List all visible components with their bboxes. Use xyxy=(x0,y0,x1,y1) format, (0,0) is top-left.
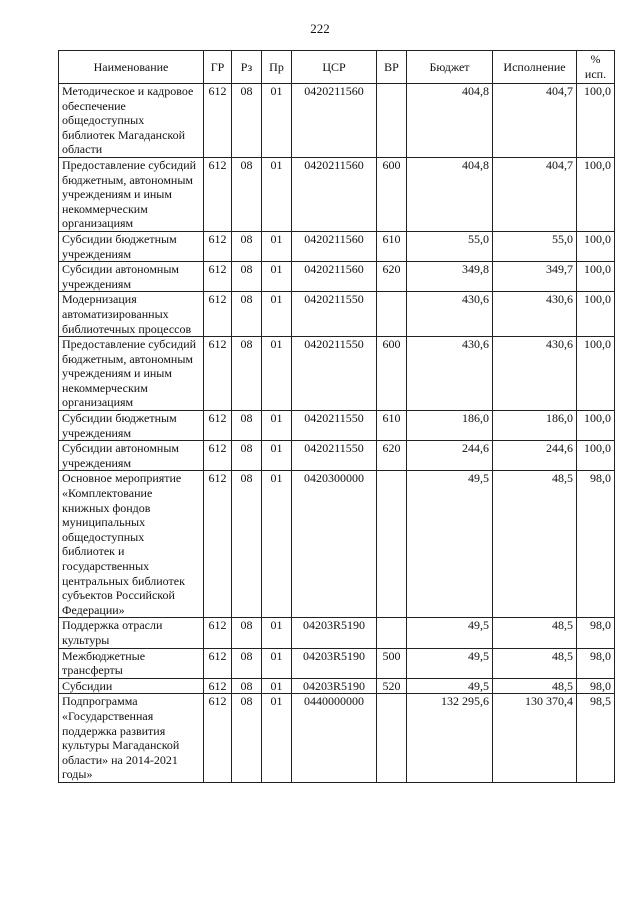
cell-budget: 404,8 xyxy=(407,157,493,231)
cell-name: Субсидии xyxy=(59,678,204,694)
header-gr: ГР xyxy=(204,51,232,84)
table-row xyxy=(59,231,615,261)
cell-csr: 0440000000 xyxy=(292,694,377,783)
cell-gr: 612 xyxy=(204,157,232,231)
cell-execution: 349,7 xyxy=(493,262,577,292)
cell-csr: 0420211560 xyxy=(292,231,377,261)
cell-pr: 01 xyxy=(262,411,292,441)
cell-budget: 349,8 xyxy=(407,262,493,292)
cell-name: Субсидии бюджетным учреждениям xyxy=(59,411,204,441)
table-row xyxy=(59,84,615,158)
cell-percent: 98,0 xyxy=(577,678,615,694)
table-row xyxy=(59,694,615,783)
cell-pr: 01 xyxy=(262,441,292,471)
cell-execution: 404,7 xyxy=(493,157,577,231)
cell-vr xyxy=(377,618,407,648)
cell-vr: 500 xyxy=(377,648,407,678)
cell-name: Методическое и кадровое обеспечение общедоступных библиотек Магаданской области xyxy=(59,84,204,158)
cell-rz: 08 xyxy=(232,471,262,618)
cell-vr: 610 xyxy=(377,231,407,261)
cell-execution: 186,0 xyxy=(493,411,577,441)
cell-percent: 98,5 xyxy=(577,694,615,783)
cell-percent: 100,0 xyxy=(577,337,615,411)
cell-csr: 0420211550 xyxy=(292,337,377,411)
table-row xyxy=(59,262,615,292)
header-pr: Пр xyxy=(262,51,292,84)
cell-rz: 08 xyxy=(232,84,262,158)
cell-percent: 100,0 xyxy=(577,157,615,231)
cell-pr: 01 xyxy=(262,157,292,231)
cell-budget: 430,6 xyxy=(407,292,493,337)
table-row xyxy=(59,337,615,411)
cell-pr: 01 xyxy=(262,84,292,158)
cell-vr: 520 xyxy=(377,678,407,694)
cell-rz: 08 xyxy=(232,292,262,337)
cell-csr: 04203R5190 xyxy=(292,618,377,648)
cell-gr: 612 xyxy=(204,411,232,441)
cell-budget: 49,5 xyxy=(407,471,493,618)
cell-csr: 0420211550 xyxy=(292,292,377,337)
cell-gr: 612 xyxy=(204,84,232,158)
cell-gr: 612 xyxy=(204,618,232,648)
cell-pr: 01 xyxy=(262,678,292,694)
cell-name: Поддержка отрасли культуры xyxy=(59,618,204,648)
cell-gr: 612 xyxy=(204,441,232,471)
header-csr: ЦСР xyxy=(292,51,377,84)
cell-budget: 49,5 xyxy=(407,648,493,678)
table-row xyxy=(59,157,615,231)
cell-execution: 244,6 xyxy=(493,441,577,471)
cell-gr: 612 xyxy=(204,231,232,261)
header-rz: Рз xyxy=(232,51,262,84)
cell-pr: 01 xyxy=(262,262,292,292)
cell-budget: 49,5 xyxy=(407,678,493,694)
cell-execution: 404,7 xyxy=(493,84,577,158)
cell-csr: 0420211560 xyxy=(292,262,377,292)
cell-csr: 0420211560 xyxy=(292,84,377,158)
cell-percent: 100,0 xyxy=(577,441,615,471)
cell-name: Субсидии автономным учреждениям xyxy=(59,262,204,292)
page-number: 222 xyxy=(310,21,330,36)
cell-gr: 612 xyxy=(204,262,232,292)
cell-rz: 08 xyxy=(232,678,262,694)
cell-pr: 01 xyxy=(262,648,292,678)
cell-execution: 130 370,4 xyxy=(493,694,577,783)
cell-name: Модернизация автоматизированных библиотечных процессов xyxy=(59,292,204,337)
cell-rz: 08 xyxy=(232,694,262,783)
cell-name: Межбюджетные трансферты xyxy=(59,648,204,678)
cell-execution: 48,5 xyxy=(493,471,577,618)
cell-budget: 132 295,6 xyxy=(407,694,493,783)
cell-rz: 08 xyxy=(232,618,262,648)
cell-percent: 98,0 xyxy=(577,618,615,648)
cell-pr: 01 xyxy=(262,292,292,337)
cell-rz: 08 xyxy=(232,411,262,441)
cell-budget: 244,6 xyxy=(407,441,493,471)
cell-execution: 48,5 xyxy=(493,678,577,694)
cell-gr: 612 xyxy=(204,648,232,678)
cell-gr: 612 xyxy=(204,337,232,411)
table-row xyxy=(59,618,615,648)
cell-csr: 0420300000 xyxy=(292,471,377,618)
cell-vr: 600 xyxy=(377,157,407,231)
cell-percent: 100,0 xyxy=(577,84,615,158)
cell-vr: 620 xyxy=(377,441,407,471)
cell-execution: 55,0 xyxy=(493,231,577,261)
cell-gr: 612 xyxy=(204,694,232,783)
table-row xyxy=(59,678,615,694)
cell-gr: 612 xyxy=(204,678,232,694)
cell-budget: 49,5 xyxy=(407,618,493,648)
cell-percent: 100,0 xyxy=(577,231,615,261)
cell-name: Субсидии бюджетным учреждениям xyxy=(59,231,204,261)
cell-pr: 01 xyxy=(262,231,292,261)
cell-gr: 612 xyxy=(204,471,232,618)
table-row xyxy=(59,471,615,618)
cell-rz: 08 xyxy=(232,262,262,292)
cell-execution: 48,5 xyxy=(493,618,577,648)
cell-vr: 600 xyxy=(377,337,407,411)
cell-name: Предоставление субсидий бюджетным, автономным учреждениям и иным некоммерческим организациям xyxy=(59,337,204,411)
header-percent-sign: % xyxy=(590,52,601,67)
header-budget: Бюджет xyxy=(407,51,493,84)
table-row xyxy=(59,292,615,337)
cell-name: Основное мероприятие «Комплектование книжных фондов муниципальных общедоступных библиотек и государственных центральных библиотек субъектов Российской Федерации» xyxy=(59,471,204,618)
cell-rz: 08 xyxy=(232,441,262,471)
cell-vr: 620 xyxy=(377,262,407,292)
cell-execution: 430,6 xyxy=(493,292,577,337)
cell-percent: 98,0 xyxy=(577,648,615,678)
cell-vr: 610 xyxy=(377,411,407,441)
cell-vr xyxy=(377,292,407,337)
cell-rz: 08 xyxy=(232,337,262,411)
table-row xyxy=(59,648,615,678)
cell-gr: 612 xyxy=(204,292,232,337)
cell-execution: 430,6 xyxy=(493,337,577,411)
cell-vr xyxy=(377,471,407,618)
header-name: Наименование xyxy=(59,51,204,84)
cell-rz: 08 xyxy=(232,231,262,261)
cell-name: Подпрограмма «Государственная поддержка развития культуры Магаданской области» на 2014-2021 годы» xyxy=(59,694,204,783)
table-row xyxy=(59,411,615,441)
cell-budget: 404,8 xyxy=(407,84,493,158)
cell-budget: 55,0 xyxy=(407,231,493,261)
cell-budget: 430,6 xyxy=(407,337,493,411)
cell-csr: 0420211550 xyxy=(292,441,377,471)
header-execution: Исполнение xyxy=(493,51,577,84)
cell-rz: 08 xyxy=(232,648,262,678)
header-vr: ВР xyxy=(377,51,407,84)
header-percent xyxy=(577,51,615,84)
cell-percent: 100,0 xyxy=(577,411,615,441)
cell-pr: 01 xyxy=(262,471,292,618)
cell-name: Предоставление субсидий бюджетным, автономным учреждениям и иным некоммерческим организациям xyxy=(59,157,204,231)
header-percent-label: исп. xyxy=(584,67,607,81)
cell-csr: 0420211550 xyxy=(292,411,377,441)
table-header-row xyxy=(59,51,615,84)
cell-budget: 186,0 xyxy=(407,411,493,441)
cell-rz: 08 xyxy=(232,157,262,231)
cell-pr: 01 xyxy=(262,337,292,411)
cell-csr: 04203R5190 xyxy=(292,678,377,694)
cell-percent: 100,0 xyxy=(577,292,615,337)
cell-csr: 04203R5190 xyxy=(292,648,377,678)
budget-table xyxy=(58,50,615,783)
cell-pr: 01 xyxy=(262,618,292,648)
cell-percent: 100,0 xyxy=(577,262,615,292)
table-row xyxy=(59,441,615,471)
cell-percent: 98,0 xyxy=(577,471,615,618)
cell-csr: 0420211560 xyxy=(292,157,377,231)
cell-execution: 48,5 xyxy=(493,648,577,678)
cell-pr: 01 xyxy=(262,694,292,783)
cell-name: Субсидии автономным учреждениям xyxy=(59,441,204,471)
cell-vr xyxy=(377,694,407,783)
cell-vr xyxy=(377,84,407,158)
